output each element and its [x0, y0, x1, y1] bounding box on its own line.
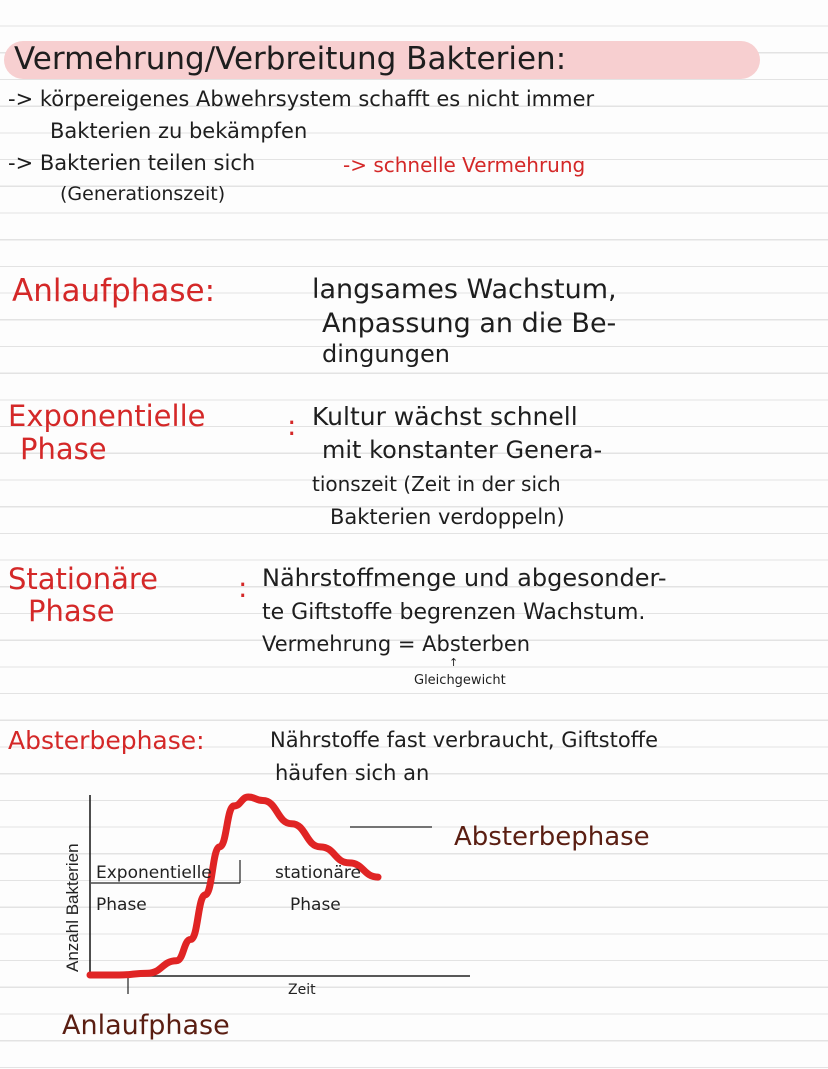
arrow-up-icon: ↑	[449, 656, 459, 669]
desc-stationaere-2: te Giftstoffe begrenzen Wachstum.	[262, 600, 646, 625]
desc-absterbephase-2: häufen sich an	[275, 761, 430, 785]
page-title: Vermehrung/Verbreitung Bakterien:	[14, 41, 567, 77]
label-exponential-2: Phase	[96, 895, 147, 915]
desc-stationaere-1: Nährstoffmenge und abgesonder-	[262, 564, 667, 592]
label-lag-phase: Anlaufphase	[62, 1010, 230, 1041]
term-stationaere-2: Phase	[28, 594, 115, 628]
intro-line-3-emphasis: -> schnelle Vermehrung	[343, 153, 586, 177]
intro-line-3: -> Bakterien teilen sich	[8, 151, 256, 175]
growth-curve-line	[90, 797, 378, 975]
desc-anlaufphase-3: dingungen	[322, 340, 450, 368]
term-stationaere: Stationäre	[8, 562, 158, 596]
desc-exponentielle-3: tionszeit (Zeit in der sich	[312, 472, 561, 496]
x-axis-label: Zeit	[288, 982, 316, 998]
desc-exponentielle-1: Kultur wächst schnell	[312, 402, 578, 431]
desc-absterbephase-1: Nährstoffe fast verbraucht, Giftstoffe	[270, 728, 659, 752]
desc-exponentielle-2: mit konstanter Genera-	[322, 436, 603, 464]
intro-line-2: Bakterien zu bekämpfen	[50, 119, 308, 143]
term-anlaufphase: Anlaufphase:	[12, 273, 216, 309]
intro-line-4: (Generationszeit)	[60, 183, 226, 205]
colon-exponentielle: :	[287, 409, 297, 442]
intro-line-1: -> körpereigenes Abwehrsystem schafft es nicht immer	[8, 87, 595, 111]
desc-anlaufphase-2: Anpassung an die Be-	[322, 308, 617, 339]
note-gleichgewicht: Gleichgewicht	[414, 673, 506, 688]
colon-stationaere: :	[238, 571, 248, 604]
label-stationary-2: Phase	[290, 895, 341, 915]
desc-anlaufphase-1: langsames Wachstum,	[312, 274, 617, 305]
term-exponentielle: Exponentielle	[8, 399, 206, 433]
term-absterbephase: Absterbephase:	[8, 726, 205, 755]
desc-exponentielle-4: Bakterien verdoppeln)	[330, 505, 565, 529]
label-death-phase: Absterbephase	[454, 822, 650, 852]
label-stationary-1: stationäre	[275, 863, 361, 883]
label-exponential-1: Exponentielle	[96, 863, 212, 883]
growth-curve-chart	[0, 780, 828, 1069]
desc-stationaere-3: Vermehrung = Absterben	[262, 632, 531, 656]
y-axis-label: Anzahl Bakterien	[63, 843, 82, 972]
term-exponentielle-2: Phase	[20, 432, 107, 466]
